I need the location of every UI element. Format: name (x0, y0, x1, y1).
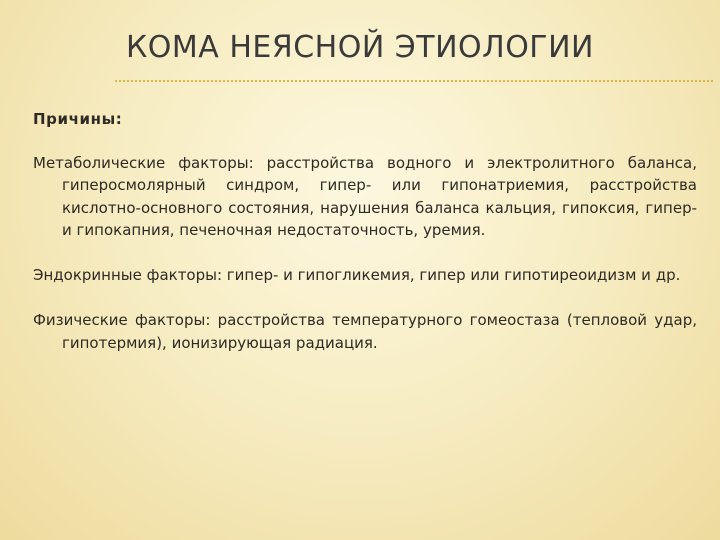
spacer (33, 242, 697, 265)
slide-body (33, 108, 697, 354)
spacer (33, 287, 697, 310)
paragraph-endocrine-factors: Эндокринные факторы: гипер- и гипогликемия, гипер или гипотиреоидизм и др. (33, 266, 681, 284)
causes-heading: Причины: (33, 110, 123, 128)
paragraph-physical-factors: Физические факторы: расстройства температурного гомеостаза (тепловой удар, гипотермия), ионизирующая радиация. (33, 311, 697, 352)
title-underline (115, 80, 715, 82)
paragraph-metabolic-factors: Метаболические факторы: расстройства водного и электролитного баланса, гиперосмолярный синдром, гипер- или гипонатриемия, расстройства кислотно-основного состояния, нарушения баланса кальция, гипоксия, гипер- и гипокапния, печеночная недостаточность, уремия. (33, 153, 697, 239)
spacer (33, 131, 697, 152)
slide-title: КОМА НЕЯСНОЙ ЭТИОЛОГИИ (126, 30, 594, 65)
